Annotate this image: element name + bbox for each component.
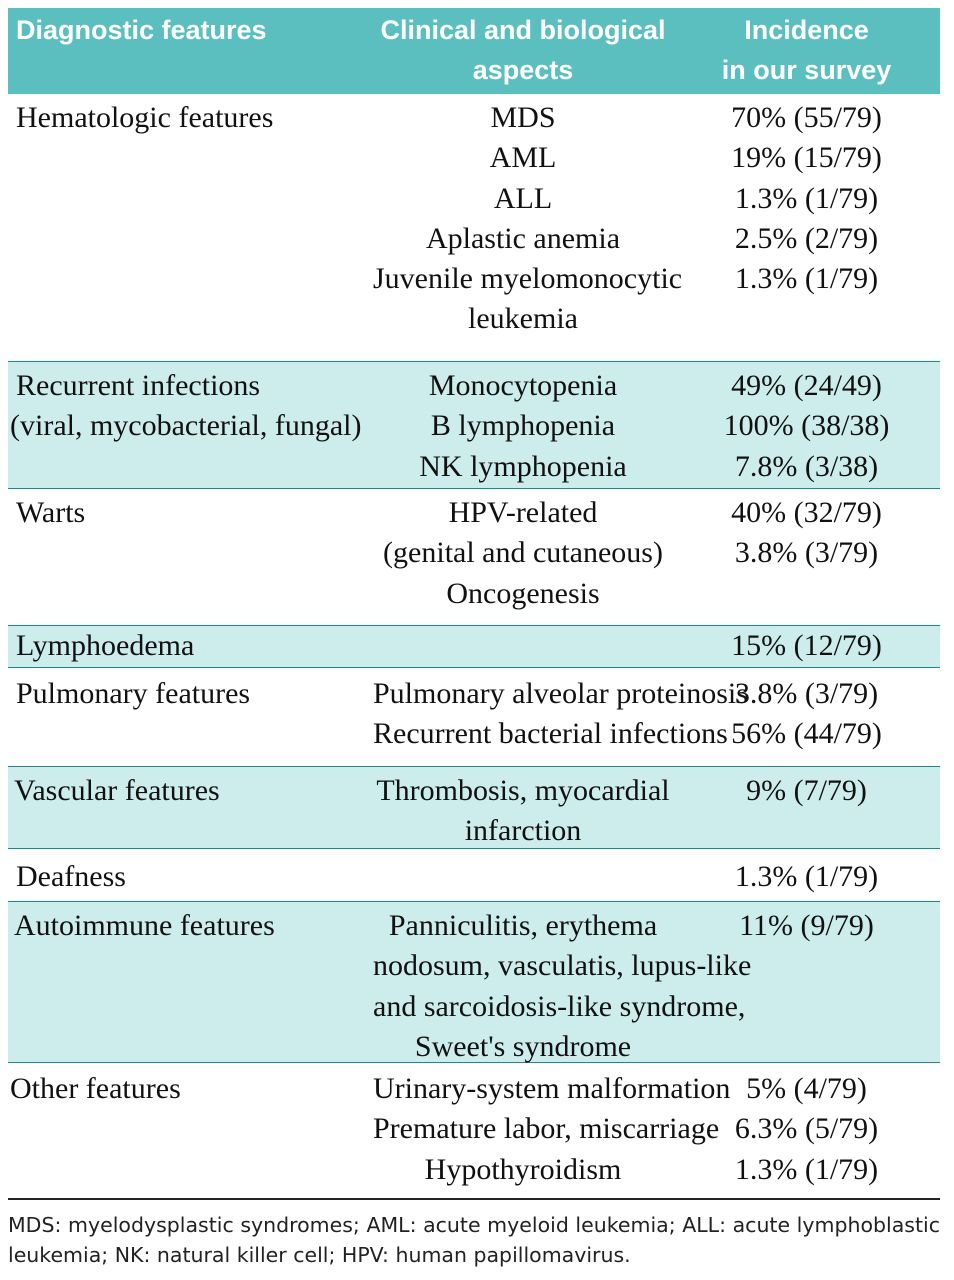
aspects-cell (373, 1063, 731, 1188)
incidence-cell (673, 668, 940, 766)
feature-cell (8, 849, 373, 901)
header-diagnostic-features (8, 8, 373, 94)
incidence-value: 70% (55/79) (731, 101, 882, 134)
feature-cell (8, 767, 373, 848)
feature-cell (8, 362, 373, 488)
aspect-line: infarction (464, 814, 582, 848)
aspect-line: leukemia (468, 302, 578, 336)
table-header (8, 8, 940, 94)
aspects-cell (373, 94, 683, 361)
incidence-value: 3.8% (3/79) (734, 536, 879, 570)
aspect-line: ALL (493, 181, 553, 215)
incidence-value: 56% (44/79) (731, 717, 882, 751)
aspect-line: NK lymphopenia (419, 449, 627, 483)
incidence-value: 1.3% (1/79) (734, 262, 879, 296)
feature-cell (8, 1063, 373, 1188)
aspect-line: Pulmonary alveolar proteinosis (373, 677, 748, 710)
aspect-line: Aplastic anemia (425, 221, 621, 255)
aspect-line: MDS (490, 101, 556, 134)
incidence-value: 11% (9/79) (739, 909, 874, 942)
header-incidence (673, 8, 940, 94)
incidence-value: 15% (12/79) (731, 629, 882, 662)
incidence-value: 6.3% (5/79) (734, 1112, 879, 1146)
aspects-cell (373, 668, 748, 766)
feature-label: Vascular features (14, 774, 220, 807)
aspect-line: Thrombosis, myocardial (376, 774, 670, 807)
feature-label: Warts (16, 496, 86, 529)
feature-label: (viral, mycobacterial, fungal) (10, 409, 362, 443)
incidence-value: 100% (38/38) (723, 409, 890, 443)
group-other (8, 1063, 940, 1188)
incidence-value: 1.3% (1/79) (734, 1152, 879, 1186)
header-text: Incidence (744, 15, 869, 45)
table-footnote (8, 1198, 940, 1270)
feature-cell (8, 902, 373, 1062)
incidence-cell (673, 626, 940, 667)
feature-label: Pulmonary features (16, 677, 251, 710)
aspects-cell (373, 767, 673, 848)
header-text: Diagnostic features (16, 15, 267, 45)
aspect-line: Oncogenesis (446, 576, 600, 610)
feature-label: Lymphoedema (16, 629, 195, 662)
group-autoimmune (8, 902, 940, 1063)
feature-cell (8, 489, 373, 625)
aspect-line: Recurrent bacterial infections (373, 717, 728, 751)
feature-label: Deafness (16, 860, 126, 893)
aspect-line: Juvenile myelomonocytic (373, 262, 683, 296)
group-vascular (8, 767, 940, 849)
group-lymphoedema (8, 626, 940, 668)
group-deafness (8, 849, 940, 902)
aspects-cell (373, 362, 673, 488)
group-pulmonary (8, 668, 940, 767)
incidence-value: 1.3% (1/79) (734, 860, 879, 893)
incidence-value: 5% (4/79) (746, 1072, 867, 1105)
feature-label: Recurrent infections (16, 369, 261, 402)
aspect-line: Sweet's syndrome (414, 1029, 632, 1063)
feature-label: Autoimmune features (14, 909, 275, 942)
aspect-line: Urinary-system malformation (373, 1072, 731, 1105)
group-warts (8, 489, 940, 626)
aspect-line: HPV-related (448, 496, 598, 529)
incidence-value: 1.3% (1/79) (734, 181, 879, 215)
incidence-cell (673, 489, 940, 625)
feature-cell (8, 668, 373, 766)
header-text: Clinical and biological (380, 15, 666, 45)
aspects-cell (373, 902, 752, 1063)
incidence-cell (673, 902, 940, 1062)
incidence-value: 40% (32/79) (731, 496, 882, 529)
aspect-line: (genital and cutaneous) (383, 536, 663, 570)
incidence-value: 2.5% (2/79) (734, 221, 879, 255)
aspect-line: B lymphopenia (430, 409, 616, 443)
header-text: aspects (472, 55, 574, 85)
aspects-cell (373, 849, 673, 901)
incidence-value: 3.8% (3/79) (734, 677, 879, 710)
feature-label: Hematologic features (16, 101, 274, 134)
incidence-cell (673, 94, 940, 361)
incidence-cell (673, 1063, 940, 1188)
aspects-cell (373, 489, 673, 625)
feature-cell (8, 626, 373, 667)
aspect-line: Premature labor, miscarriage (373, 1112, 720, 1146)
feature-label: Other features (10, 1072, 181, 1105)
footnote-text: MDS: myelodysplastic syndromes; AML: acute myeloid leukemia; ALL: acute lymphoblastic leukemia; NK: natural killer cell; HPV: human papillomavirus. (8, 1213, 940, 1267)
group-recurrent-infections (8, 362, 940, 489)
feature-cell (8, 94, 373, 361)
aspect-line: Panniculitis, erythema (388, 909, 658, 942)
aspect-line: Hypothyroidism (424, 1152, 622, 1186)
aspect-line: nodosum, vasculatis, lupus-like (373, 949, 752, 983)
aspect-line: and sarcoidosis-like syndrome, (373, 989, 746, 1023)
incidence-value: 9% (7/79) (746, 774, 867, 807)
features-table (8, 8, 940, 1188)
aspects-cell (373, 626, 673, 667)
incidence-value: 19% (15/79) (731, 141, 882, 175)
incidence-value: 7.8% (3/38) (734, 449, 879, 483)
incidence-cell (673, 767, 940, 848)
incidence-cell (673, 362, 940, 488)
header-text: in our survey (721, 55, 892, 85)
aspect-line: AML (489, 141, 557, 175)
header-clinical-aspects (373, 8, 673, 94)
incidence-cell (673, 849, 940, 901)
aspect-line: Monocytopenia (428, 369, 618, 402)
incidence-value: 49% (24/49) (731, 369, 882, 402)
group-hematologic (8, 94, 940, 362)
